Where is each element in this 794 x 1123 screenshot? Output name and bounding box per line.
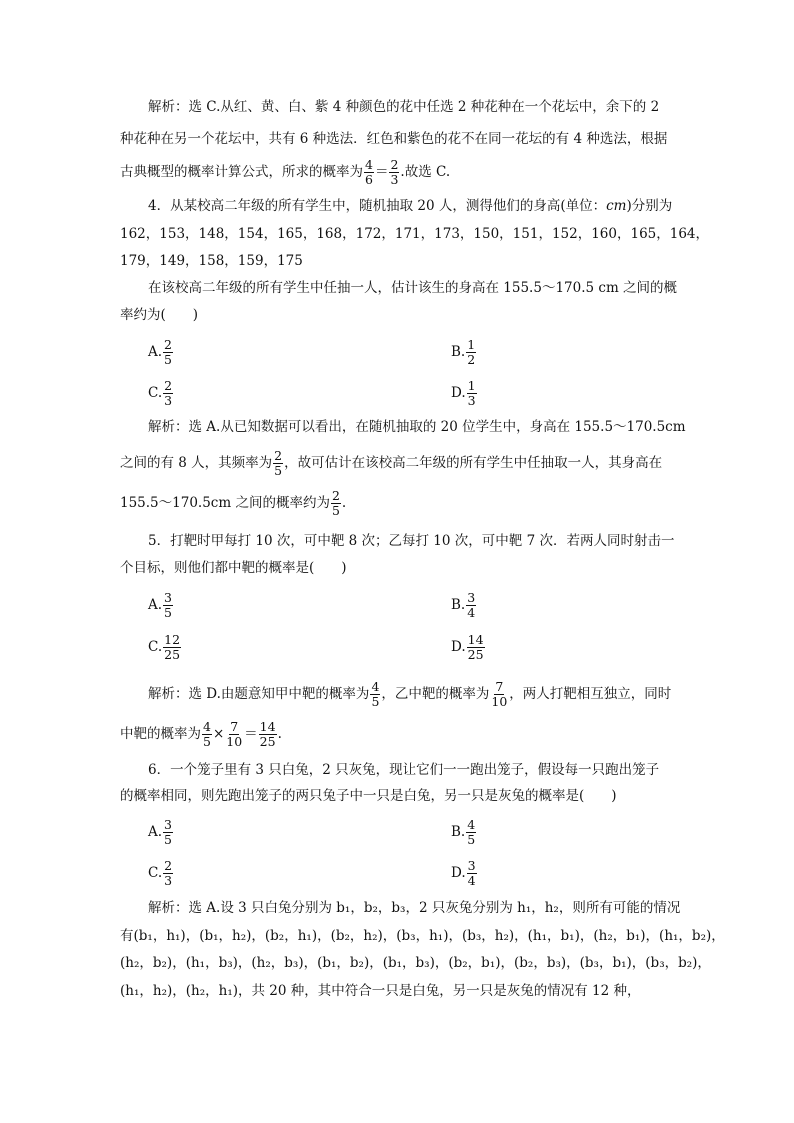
numerator: 3 bbox=[164, 590, 172, 605]
option-letter: C. bbox=[148, 865, 163, 881]
fraction bbox=[466, 338, 476, 367]
q4-data-line-2: 179，149，158，159，175 bbox=[120, 253, 303, 269]
numerator: 14 bbox=[467, 632, 484, 647]
q4-stem-text: 4．从某校高二年级的所有学生中，随机抽取 20 人，测得他们的身高(单位： bbox=[148, 198, 607, 214]
fraction bbox=[163, 633, 181, 662]
q6-analysis-line-4: (h₁，h₂)，(h₂，h₁)，共 20 种，其中符合一只是白兔，另一只是灰兔的情况有 12 种， bbox=[120, 983, 641, 999]
denominator: 5 bbox=[331, 503, 340, 518]
denominator: 4 bbox=[467, 873, 476, 888]
fraction bbox=[163, 338, 173, 367]
numerator: 4 bbox=[203, 719, 211, 734]
fraction bbox=[466, 591, 476, 620]
q4-analysis-line-1: 解析：选 A.从已知数据可以看出，在随机抽取的 20 位学生中，身高在 155.5～170.5cm bbox=[148, 419, 686, 435]
q6-stem-line-2: 的概率相同，则先跑出笼子的两只兔子中一只是白兔，另一只是灰兔的概率是( ) bbox=[120, 788, 617, 804]
q6-option-a bbox=[148, 818, 174, 847]
option-letter: D. bbox=[451, 639, 466, 655]
option-letter: B. bbox=[451, 344, 466, 360]
denominator: 3 bbox=[467, 393, 476, 408]
q4-unit: cm bbox=[606, 198, 627, 214]
numerator: 7 bbox=[230, 719, 239, 734]
numerator: 1 bbox=[467, 337, 476, 352]
numerator: 4 bbox=[467, 817, 476, 832]
numerator: 2 bbox=[274, 448, 283, 463]
equals-sign: ＝ bbox=[374, 164, 389, 180]
option-letter: A. bbox=[148, 597, 163, 613]
q4-analysis-text: 之间的有 8 人，其频率为 bbox=[120, 455, 273, 471]
fraction bbox=[259, 720, 277, 749]
denominator: 5 bbox=[164, 352, 172, 367]
denominator: 3 bbox=[164, 873, 173, 888]
fraction bbox=[163, 591, 173, 620]
fraction bbox=[389, 158, 399, 187]
q3-analysis-line-3 bbox=[120, 158, 680, 187]
q5-analysis-text-end: . bbox=[277, 726, 282, 742]
numerator: 2 bbox=[390, 157, 399, 172]
numerator: 2 bbox=[164, 858, 173, 873]
denominator: 25 bbox=[259, 734, 276, 749]
denominator: 6 bbox=[365, 172, 373, 187]
q4-stem-line-3: 率约为( ) bbox=[120, 307, 199, 323]
denominator: 5 bbox=[371, 694, 380, 709]
q5-option-c bbox=[148, 633, 182, 662]
q4-analysis-text: 155.5～170.5cm 之间的概率约为 bbox=[120, 495, 330, 511]
denominator: 10 bbox=[226, 734, 243, 749]
denominator: 5 bbox=[164, 605, 172, 620]
q4-option-b bbox=[451, 338, 477, 367]
option-letter: B. bbox=[451, 597, 466, 613]
numerator: 3 bbox=[467, 858, 476, 873]
numerator: 4 bbox=[371, 679, 380, 694]
q3-analysis-line-1: 解析：选 C.从红、黄、白、紫 4 种颜色的花中任选 2 种花种在一个花坛中，余下的 2 bbox=[148, 99, 660, 115]
denominator: 3 bbox=[164, 393, 173, 408]
fraction bbox=[490, 680, 508, 709]
denominator: 10 bbox=[491, 694, 508, 709]
denominator: 2 bbox=[467, 352, 476, 367]
numerator: 2 bbox=[164, 337, 172, 352]
option-letter: C. bbox=[148, 385, 163, 401]
option-letter: B. bbox=[451, 824, 466, 840]
fraction bbox=[225, 720, 243, 749]
q6-option-d bbox=[451, 859, 478, 888]
fraction bbox=[163, 859, 173, 888]
denominator: 25 bbox=[467, 647, 484, 662]
fraction bbox=[273, 449, 283, 478]
q4-data-line-1: 162，153，148，154，165，168，172，171，173，150，151，152，160，165，164， bbox=[120, 226, 710, 242]
numerator: 12 bbox=[164, 632, 181, 647]
denominator: 5 bbox=[164, 832, 172, 847]
q5-stem-line-1: 5．打靶时甲每打 10 次，可中靶 8 次；乙每打 10 次，可中靶 7 次．若两人同时射击一 bbox=[148, 533, 675, 549]
equals-sign: ＝ bbox=[244, 726, 258, 742]
q6-analysis-line-3: (h₂，b₂)，(h₁，b₃)，(h₂，b₃)，(b₁，b₂)，(b₁，b₃)，(b₂，b₁)，(b₂，b₃)，(b₃，b₁)，(b₃，b₂)， bbox=[120, 955, 711, 971]
q4-analysis-text-end: ，故可估计在该校高二年级的所有学生中任抽取一人，其身高在 bbox=[284, 455, 663, 471]
q6-analysis-line-1: 解析：选 A.设 3 只白兔分别为 b₁，b₂，b₃，2 只灰兔分别为 h₁，h₂，则所有可能的情况 bbox=[148, 900, 681, 916]
fraction bbox=[467, 633, 485, 662]
numerator: 3 bbox=[467, 590, 476, 605]
q5-option-b bbox=[451, 591, 477, 620]
fraction bbox=[370, 680, 380, 709]
q5-option-a bbox=[148, 591, 174, 620]
numerator: 4 bbox=[365, 157, 373, 172]
q5-analysis-line-1 bbox=[148, 680, 708, 709]
q3-analysis-end: .故选 C. bbox=[400, 164, 451, 180]
q3-analysis-line-2: 种花种在另一个花坛中，共有 6 种选法．红色和紫色的花不在同一花坛的有 4 种选法，根据 bbox=[120, 131, 668, 147]
q4-stem-line-2: 在该校高二年级的所有学生中任抽一人，估计该生的身高在 155.5～170.5 cm 之间的概 bbox=[148, 280, 678, 296]
numerator: 7 bbox=[495, 679, 504, 694]
option-letter: D. bbox=[451, 865, 466, 881]
fraction bbox=[163, 818, 173, 847]
fraction bbox=[364, 158, 374, 187]
q3-analysis-text: 古典概型的概率计算公式，所求的概率为 bbox=[120, 164, 363, 180]
numerator: 3 bbox=[164, 817, 172, 832]
q4-option-a bbox=[148, 338, 174, 367]
q4-analysis-line-2 bbox=[120, 449, 680, 478]
option-letter: C. bbox=[148, 639, 163, 655]
denominator: 5 bbox=[274, 463, 283, 478]
option-letter: D. bbox=[451, 385, 466, 401]
q5-analysis-line-2 bbox=[120, 720, 680, 749]
fraction bbox=[163, 379, 173, 408]
fraction bbox=[467, 859, 477, 888]
fraction bbox=[466, 818, 476, 847]
q5-analysis-text: 解析：选 D.由题意知甲中靶的概率为 bbox=[148, 686, 370, 702]
q4-option-d bbox=[451, 379, 478, 408]
q6-option-c bbox=[148, 859, 174, 888]
denominator: 4 bbox=[467, 605, 476, 620]
numerator: 2 bbox=[164, 378, 173, 393]
q6-option-b bbox=[451, 818, 477, 847]
option-letter: A. bbox=[148, 824, 163, 840]
denominator: 5 bbox=[203, 734, 211, 749]
numerator: 1 bbox=[467, 378, 476, 393]
numerator: 14 bbox=[259, 719, 276, 734]
q4-stem-text-end: )分别为 bbox=[626, 198, 673, 214]
numerator: 2 bbox=[331, 488, 340, 503]
denominator: 5 bbox=[467, 832, 476, 847]
denominator: 25 bbox=[164, 647, 181, 662]
q6-stem-line-1: 6．一个笼子里有 3 只白兔，2 只灰兔，现让它们一一跑出笼子，假设每一只跑出笼子 bbox=[148, 762, 660, 778]
q6-analysis-line-2: 有(b₁，h₁)，(b₁，h₂)，(b₂，h₁)，(b₂，h₂)，(b₃，h₁)，(b₃，h₂)，(h₁，b₁)，(h₂，b₁)，(h₁，b₂)， bbox=[120, 928, 725, 944]
q5-stem-line-2: 个目标，则他们都中靶的概率是( ) bbox=[120, 560, 347, 576]
q5-analysis-text-end: ，两人打靶相互独立，同时 bbox=[509, 686, 672, 702]
q5-analysis-text: 中靶的概率为 bbox=[120, 726, 201, 742]
q4-analysis-text-end: . bbox=[341, 495, 347, 511]
q5-analysis-text-mid: ，乙中靶的概率为 bbox=[381, 686, 490, 702]
q5-option-d bbox=[451, 633, 486, 662]
denominator: 3 bbox=[390, 172, 399, 187]
fraction bbox=[467, 379, 477, 408]
q4-analysis-line-3 bbox=[120, 489, 680, 518]
option-letter: A. bbox=[148, 344, 163, 360]
fraction bbox=[331, 489, 341, 518]
fraction bbox=[202, 720, 212, 749]
times-sign: × bbox=[212, 726, 225, 742]
q4-stem-line-1 bbox=[148, 196, 708, 216]
q4-option-c bbox=[148, 379, 174, 408]
